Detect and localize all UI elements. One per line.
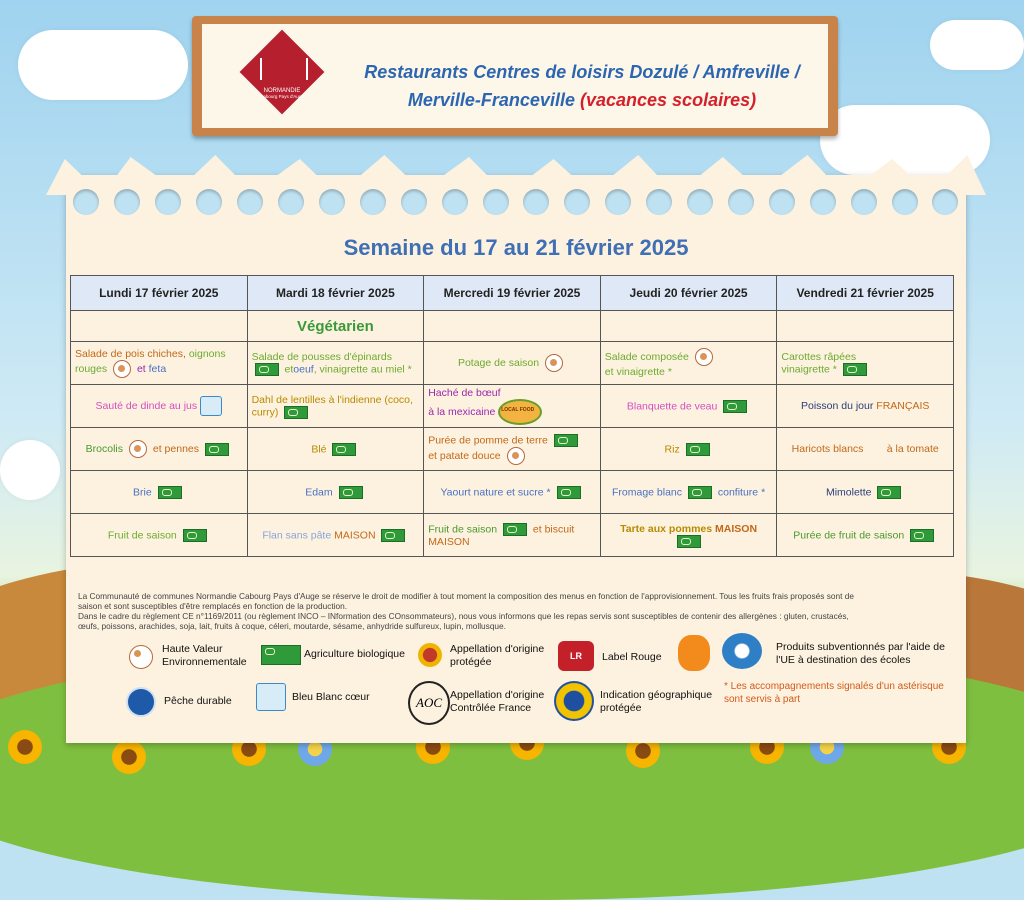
dish-text: Salade composée xyxy=(604,350,689,363)
cloud xyxy=(18,30,188,100)
dish-text: et vinaigrette * xyxy=(604,366,672,378)
dish-text: et patate douce xyxy=(428,449,501,462)
dish-text: et xyxy=(284,362,294,375)
day-header-friday: Vendredi 21 février 2025 xyxy=(777,276,954,311)
binder-hole xyxy=(114,189,140,215)
title-highlight: (vacances scolaires) xyxy=(579,90,757,110)
organic-icon xyxy=(255,363,279,376)
title-board xyxy=(192,16,838,136)
table-cell xyxy=(600,428,777,471)
title-line2 xyxy=(362,86,802,114)
day-header-thursday: Jeudi 20 février 2025 xyxy=(600,276,777,311)
aoc-icon: AOC xyxy=(408,681,450,725)
hve-icon xyxy=(695,348,713,366)
organic-icon xyxy=(910,529,934,542)
table-cell xyxy=(424,471,601,514)
table-row xyxy=(71,471,954,514)
dish-text: Purée de fruit de saison xyxy=(793,528,905,541)
table-cell xyxy=(777,342,954,385)
table-cell xyxy=(777,471,954,514)
organic-icon xyxy=(554,434,578,447)
table-cell xyxy=(777,385,954,428)
dish-text: oeuf xyxy=(293,362,314,375)
binder-hole xyxy=(73,189,99,215)
dish-text: Tarte aux pommes xyxy=(620,522,713,535)
page-title xyxy=(362,58,802,114)
table-cell xyxy=(777,311,954,342)
binder-hole xyxy=(810,189,836,215)
binder-hole xyxy=(728,189,754,215)
dish-text: Edam xyxy=(305,485,333,498)
dish-text: Riz xyxy=(664,442,680,455)
organic-icon xyxy=(723,400,747,413)
dish-text: à la mexicaine xyxy=(428,405,496,418)
table-cell xyxy=(71,471,248,514)
table-cell xyxy=(247,514,424,557)
binder-hole xyxy=(932,189,958,215)
bleu-blanc-coeur-icon xyxy=(200,396,222,416)
dish-text: Haricots blancs xyxy=(791,443,864,455)
fruit-school-icon xyxy=(678,635,710,671)
legend-peche: Pêche durable xyxy=(164,695,232,707)
legend-label-rouge: Label Rouge xyxy=(602,651,662,663)
title-line1: Restaurants Centres de loisirs Dozulé / Amfreville / xyxy=(364,62,800,82)
hve-icon xyxy=(507,447,525,465)
organic-icon xyxy=(877,486,901,499)
legend-aoc: Appellation d'origine Contrôlée France xyxy=(450,689,545,714)
dish-text: Flan sans pâte xyxy=(262,528,332,541)
dish-text: et pennes xyxy=(152,442,199,455)
organic-icon xyxy=(557,486,581,499)
dish-text: Brocolis xyxy=(85,442,124,455)
table-row xyxy=(71,342,954,385)
binder-holes xyxy=(66,189,966,217)
dish-text: Salade de pois chiches, xyxy=(75,348,186,360)
binder-hole xyxy=(892,189,918,215)
dish-text: Dahl de lentilles à l'indienne (coco, xyxy=(251,393,413,406)
table-cell xyxy=(247,311,424,342)
organic-icon xyxy=(503,523,527,536)
table-cell xyxy=(424,428,601,471)
dish-text: Yaourt nature et sucre * xyxy=(440,485,551,498)
local-food-icon xyxy=(498,399,542,425)
eu-school-icon xyxy=(722,633,762,669)
organic-icon xyxy=(688,486,712,499)
table-cell xyxy=(247,385,424,428)
dish-text: feta xyxy=(148,362,167,375)
logo-brand: NORMANDIE xyxy=(263,88,301,94)
logo-bars-icon xyxy=(260,58,308,80)
dish-text: Purée de pomme de terre xyxy=(428,433,548,446)
dish-text: FRANÇAIS xyxy=(876,400,930,412)
binder-hole xyxy=(237,189,263,215)
dish-text: Brie xyxy=(132,485,152,498)
hve-icon xyxy=(113,360,131,378)
dish-text: à la tomate xyxy=(886,443,939,455)
logo-brand-sub: Cabourg Pays d'Auge xyxy=(260,94,304,99)
organic-icon xyxy=(843,363,867,376)
table-header-row xyxy=(71,276,954,311)
dish-text: MAISON xyxy=(334,528,376,541)
hve-icon xyxy=(545,354,563,372)
dish-text: Carottes râpées xyxy=(781,350,857,363)
dish-text: Fruit de saison xyxy=(107,528,177,541)
fish-icon xyxy=(126,687,156,717)
binder-hole xyxy=(851,189,877,215)
dish-text: Haché de bœuf xyxy=(428,387,501,399)
menu-paper xyxy=(66,175,966,743)
table-cell xyxy=(600,342,777,385)
binder-hole xyxy=(196,189,222,215)
disclaimer-line: Dans le cadre du règlement CE n°1169/2011 (ou règlement INCO – INformation des COnsommateurs), nous vous informons que les repas servis sont susceptibles de contenir des allergènes : gluten, crustacés, xyxy=(78,611,849,621)
cloud xyxy=(0,440,60,500)
table-row xyxy=(71,311,954,342)
logo-text xyxy=(246,88,318,99)
binder-hole xyxy=(564,189,590,215)
organic-icon xyxy=(158,486,182,499)
legend-aop: Appellation d'origine protégée xyxy=(450,643,545,668)
legend-ab: Agriculture biologique xyxy=(304,648,405,660)
dish-text: Sauté de dinde au jus xyxy=(95,399,198,412)
table-cell xyxy=(424,342,601,385)
dish-text: Blanquette de veau xyxy=(626,399,718,412)
sunflower xyxy=(110,738,148,776)
table-cell xyxy=(600,471,777,514)
table-cell xyxy=(424,514,601,557)
dish-text: Blé xyxy=(311,442,327,455)
binder-hole xyxy=(646,189,672,215)
day-header-monday: Lundi 17 février 2025 xyxy=(71,276,248,311)
table-cell xyxy=(777,428,954,471)
table-cell xyxy=(600,514,777,557)
organic-icon xyxy=(205,443,229,456)
cloud xyxy=(930,20,1024,70)
binder-hole xyxy=(278,189,304,215)
table-cell xyxy=(71,514,248,557)
dish-text: confiture * xyxy=(717,485,766,498)
binder-hole xyxy=(360,189,386,215)
day-header-wednesday: Mercredi 19 février 2025 xyxy=(424,276,601,311)
table-row xyxy=(71,385,954,428)
binder-hole xyxy=(769,189,795,215)
dish-text: MAISON xyxy=(715,522,758,535)
dish-text: et biscuit xyxy=(532,522,575,535)
table-cell xyxy=(247,471,424,514)
dish-text: oignons xyxy=(188,348,226,360)
table-cell xyxy=(71,342,248,385)
day-header-tuesday: Mardi 18 février 2025 xyxy=(247,276,424,311)
table-cell xyxy=(247,428,424,471)
organic-icon xyxy=(183,529,207,542)
dish-text: , vinaigrette au miel * xyxy=(313,362,412,375)
dish-text: Mimolette xyxy=(825,485,872,498)
table-cell xyxy=(71,385,248,428)
legend-eu: Produits subventionnés par l'aide de l'UE à destination des écoles xyxy=(776,641,945,666)
organic-icon xyxy=(381,529,405,542)
organic-icon xyxy=(339,486,363,499)
legend-hve: Haute Valeur Environnementale xyxy=(162,643,247,668)
binder-hole xyxy=(155,189,181,215)
table-cell xyxy=(71,428,248,471)
sunflower xyxy=(6,728,44,766)
binder-hole xyxy=(605,189,631,215)
table-cell xyxy=(600,311,777,342)
disclaimer-line: œufs, poissons, arachides, soja, lait, fruits à coque, céleri, moutarde, sésame, anhydride sulfureux, lupin, mollusque. xyxy=(78,621,506,631)
organic-icon xyxy=(686,443,710,456)
igp-icon xyxy=(554,681,594,721)
title-location: Merville-Franceville xyxy=(407,90,575,110)
asterisk-note: * Les accompagnements signalés d'un astérisque sont servis à part xyxy=(724,681,944,705)
organic-icon xyxy=(677,535,701,548)
binder-hole xyxy=(523,189,549,215)
dish-text: Fromage blanc xyxy=(611,485,683,498)
binder-hole xyxy=(442,189,468,215)
dish-text: vinaigrette * xyxy=(781,362,837,375)
title-board-inner xyxy=(202,24,828,128)
organic-icon xyxy=(261,645,301,665)
dish-text: rouges xyxy=(75,362,108,375)
bleu-blanc-coeur-icon xyxy=(256,683,286,711)
local-food-text: LOCAL FOOD xyxy=(501,407,535,413)
organic-icon xyxy=(284,406,308,419)
table-cell xyxy=(247,342,424,385)
binder-hole xyxy=(483,189,509,215)
binder-hole xyxy=(401,189,427,215)
vegetarian-label: Végétarien xyxy=(297,317,374,335)
dish-text: Salade de pousses d'épinards xyxy=(251,350,392,363)
table-row xyxy=(71,428,954,471)
table-cell xyxy=(71,311,248,342)
organic-icon xyxy=(332,443,356,456)
binder-hole xyxy=(687,189,713,215)
disclaimer-line: saison et sont susceptibles d'être remplacés en fonction de la production. xyxy=(78,601,348,611)
table-cell xyxy=(600,385,777,428)
legend-igp: Indication géographique protégée xyxy=(600,689,713,714)
table-cell xyxy=(424,311,601,342)
binder-hole xyxy=(319,189,345,215)
hve-icon xyxy=(129,440,147,458)
aop-icon xyxy=(418,643,442,667)
dish-text: et xyxy=(136,362,146,375)
menu-table xyxy=(70,275,954,557)
label-rouge-icon: LR xyxy=(558,641,594,671)
table-row xyxy=(71,514,954,557)
table-cell xyxy=(777,514,954,557)
hve-icon xyxy=(129,645,153,669)
dish-text: Potage de saison xyxy=(457,356,540,369)
legend-bbc: Bleu Blanc cœur xyxy=(292,691,370,703)
disclaimer-line: La Communauté de communes Normandie Cabourg Pays d'Auge se réserve le droit de modifier à tout moment la composition des menus en fonction de l'approvisionnement. Tous les fruits frais proposés sont de xyxy=(78,591,854,601)
dish-text: MAISON xyxy=(428,535,470,548)
dish-text: curry) xyxy=(251,405,279,418)
dish-text: Poisson du jour xyxy=(800,400,874,412)
table-cell xyxy=(424,385,601,428)
disclaimer xyxy=(78,591,958,631)
dish-text: Fruit de saison xyxy=(428,522,498,535)
week-title: Semaine du 17 au 21 février 2025 xyxy=(343,235,689,260)
